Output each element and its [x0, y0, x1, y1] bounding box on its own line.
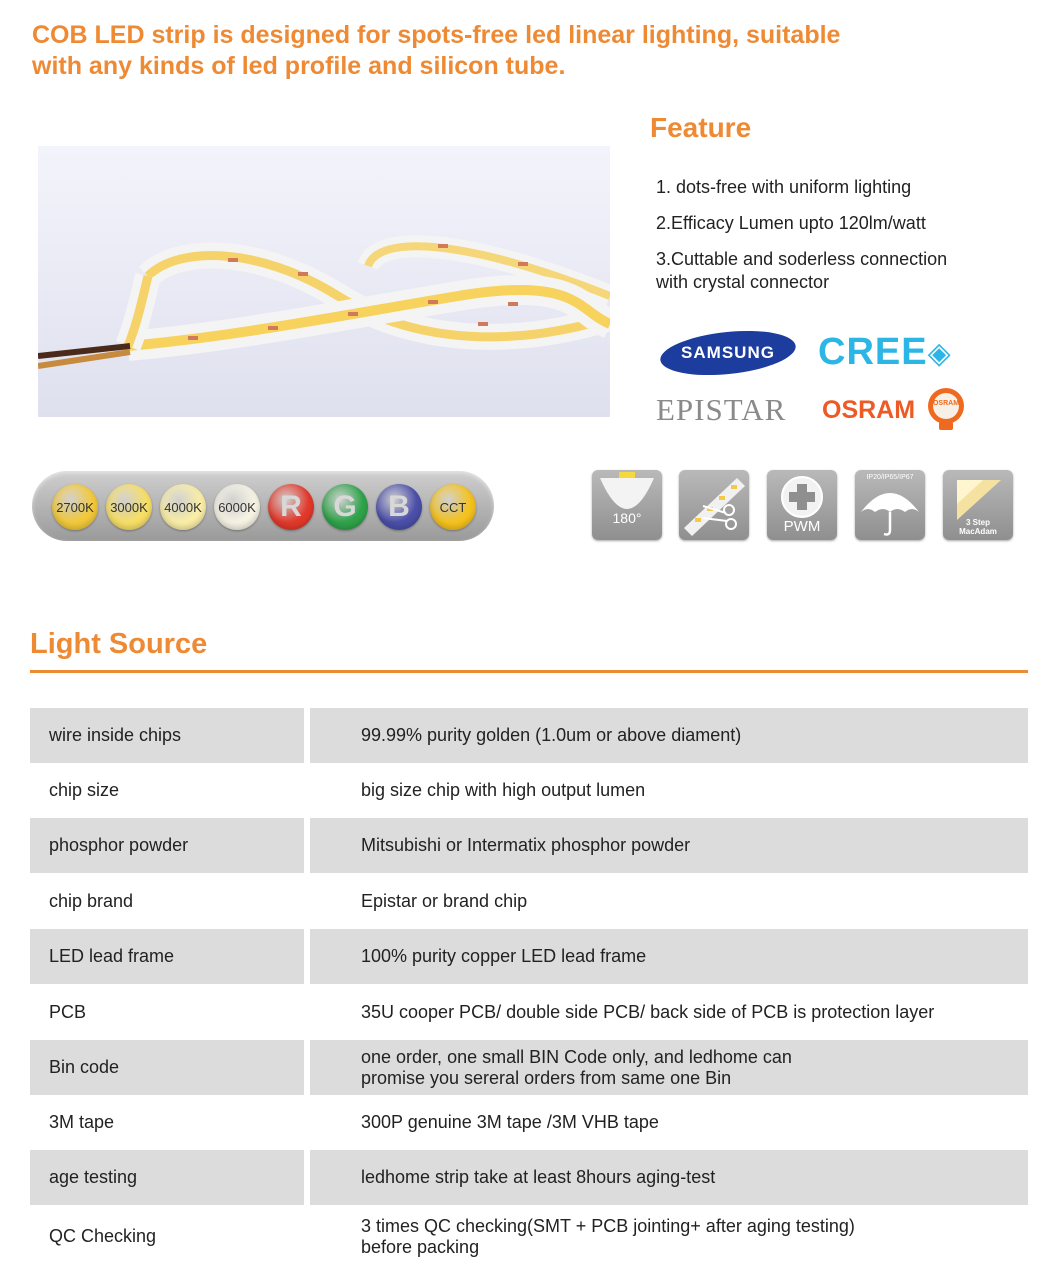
spec-value: 35U cooper PCB/ double side PCB/ back side of PCB is protection layer — [361, 1001, 935, 1022]
spec-name: phosphor powder — [30, 818, 304, 873]
feature-item: 1. dots-free with uniform lighting — [656, 177, 912, 197]
table-row — [30, 1095, 1028, 1150]
table-row — [30, 1150, 1028, 1205]
spec-name: PCB — [49, 1001, 87, 1022]
product-photo — [38, 146, 610, 417]
color-option-4000k — [160, 484, 206, 530]
feature-list — [656, 176, 1036, 307]
color-option-cct — [430, 484, 476, 530]
macadam-ellipse-icon — [943, 470, 1013, 540]
waterproof-umbrella-icon — [855, 470, 925, 540]
color-option-red — [268, 484, 314, 530]
spec-value: 99.99% purity golden (1.0um or above diament) — [310, 708, 1028, 763]
feature-item: 3.Cuttable and soderless connection with crystal connector — [656, 249, 948, 292]
spec-value: Epistar or brand chip — [361, 890, 528, 911]
headline-line-2: with any kinds of led profile and silicon tube. — [32, 52, 566, 80]
color-option-blue — [376, 484, 422, 530]
color-option-label: 4000K — [164, 499, 202, 515]
spec-value: 3 times QC checking(SMT + PCB jointing+ after aging testing) before packing — [361, 1215, 855, 1257]
table-row — [30, 763, 1028, 818]
osram-bulb-label: OSRAM — [932, 400, 960, 407]
table-row — [30, 1205, 1028, 1268]
spec-name: LED lead frame — [30, 929, 304, 984]
section-divider — [30, 670, 1028, 673]
pwm-label: PWM — [783, 518, 821, 535]
table-row — [30, 929, 1028, 984]
table-row — [30, 818, 1028, 873]
spec-value: ledhome strip take at least 8hours aging-test — [310, 1150, 1028, 1205]
color-option-2700k — [52, 484, 98, 530]
table-row — [30, 984, 1028, 1040]
feature-item: 2.Efficacy Lumen upto 120lm/watt — [656, 213, 926, 233]
headline — [32, 20, 1032, 82]
table-row — [30, 708, 1028, 763]
color-option-label: CCT — [439, 499, 467, 515]
osram-bulb-icon — [926, 386, 966, 439]
cuttable-scissors-icon — [679, 470, 749, 540]
spec-value: Mitsubishi or Intermatix phosphor powder — [310, 818, 1028, 873]
spec-value: 300P genuine 3M tape /3M VHB tape — [361, 1112, 659, 1132]
spec-value: one order, one small BIN Code only, and ledhome can promise you sereral orders from same one Bin — [310, 1040, 1028, 1095]
spec-value: big size chip with high output lumen — [361, 780, 646, 800]
color-option-green — [322, 484, 368, 530]
samsung-logo-text: SAMSUNG — [681, 343, 775, 362]
spec-name: wire inside chips — [30, 708, 304, 763]
pwm-dimming-icon — [767, 470, 837, 540]
cree-logo — [818, 330, 952, 376]
color-option-label: G — [333, 490, 357, 523]
color-options-bar — [32, 471, 494, 541]
spec-name: Bin code — [30, 1040, 304, 1095]
spec-name: age testing — [30, 1150, 304, 1205]
epistar-logo: EPISTAR — [656, 392, 787, 427]
osram-logo: OSRAM — [822, 396, 916, 424]
color-option-label: 6000K — [218, 499, 256, 515]
color-option-label: 3000K — [110, 499, 148, 515]
feature-title: Feature — [650, 112, 752, 143]
beam-angle-label: 180° — [612, 510, 642, 526]
cree-diamond-icon: ◈ — [927, 336, 952, 370]
samsung-logo — [658, 328, 798, 378]
color-option-label: 2700K — [56, 499, 94, 515]
spec-name: QC Checking — [49, 1226, 157, 1246]
color-option-label: R — [280, 490, 302, 523]
table-row — [30, 873, 1028, 929]
macadam-label-1: 3 Step — [965, 518, 990, 527]
color-option-6000k — [214, 484, 260, 530]
spec-name: chip brand — [49, 890, 134, 911]
light-source-table — [30, 708, 1028, 1268]
light-source-title: Light Source — [30, 628, 208, 660]
spec-value: 100% purity copper LED lead frame — [310, 929, 1028, 984]
led-strip-illustration — [38, 146, 610, 417]
color-option-label: B — [388, 490, 410, 523]
spec-name: chip size — [49, 780, 120, 800]
table-row — [30, 1040, 1028, 1095]
macadam-label-2: MacAdam — [959, 527, 997, 536]
cree-logo-text: CREE — [818, 331, 928, 373]
color-option-3000k — [106, 484, 152, 530]
ip-rating-label: IP20/IP65/IP67 — [866, 474, 914, 481]
beam-angle-icon — [592, 470, 662, 540]
spec-name: 3M tape — [49, 1112, 115, 1132]
headline-line-1: COB LED strip is designed for spots-free led linear lighting, suitable — [32, 21, 841, 49]
